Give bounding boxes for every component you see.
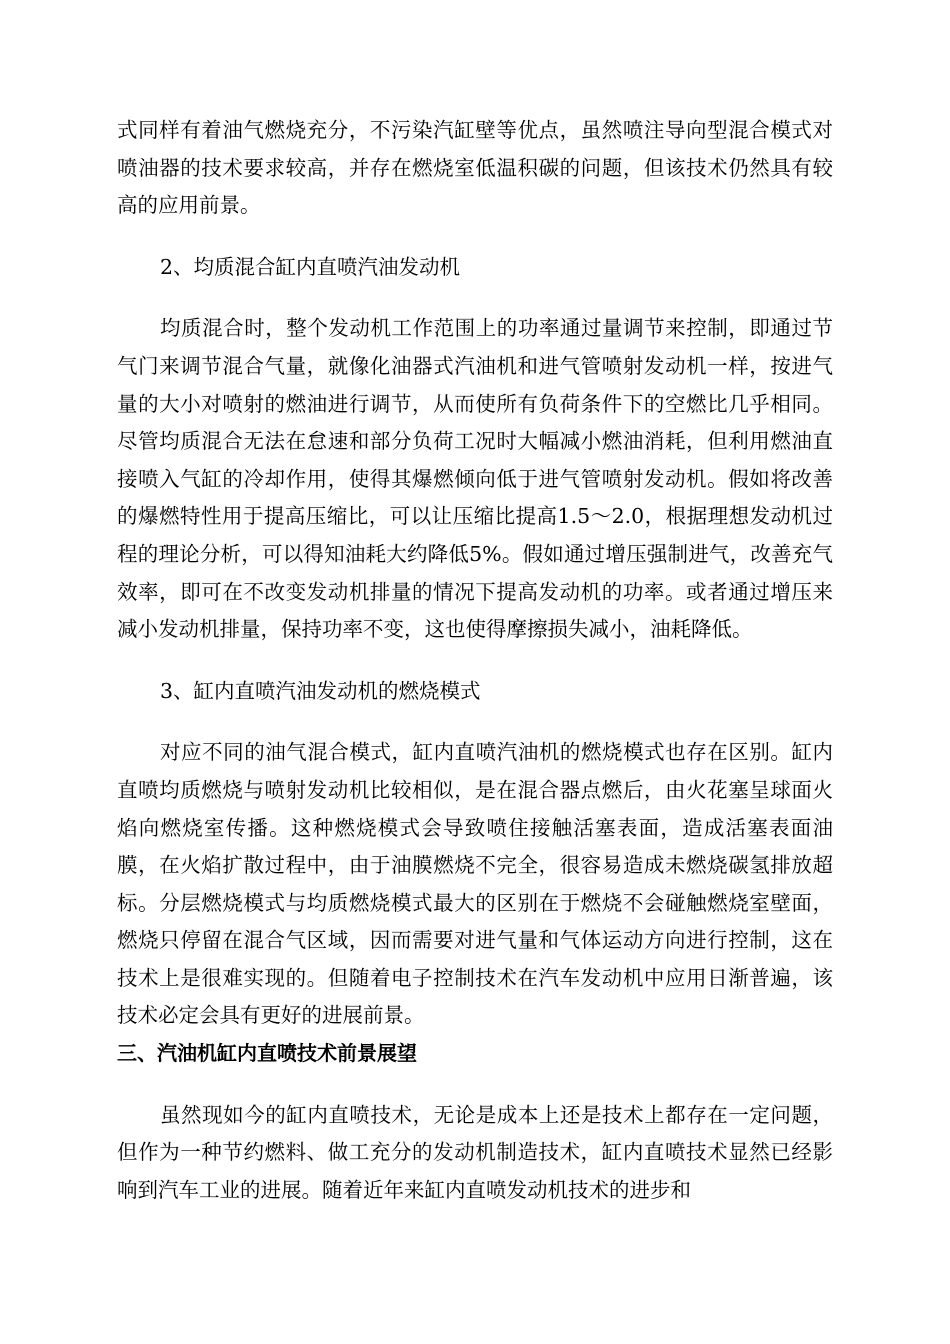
document-page — [117, 112, 833, 1209]
subsection-3-paragraph: 对应不同的油气混合模式，缸内直喷汽油机的燃烧模式也存在区别。缸内直喷均质燃烧与喷射发动机比较相似，是在混合器点燃后，由火花塞呈球面火焰向燃烧室传播。这种燃烧模式会导致喷住接触活塞表面，造成活塞表面油膜，在火焰扩散过程中，由于油膜燃烧不完全，很容易造成未燃烧碳氢排放超标。分层燃烧模式与均质燃烧模式最大的区别在于燃烧不会碰触燃烧室壁面，燃烧只停留在混合气区域，因而需要对进气量和气体运动方向进行控制，这在技术上是很难实现的。但随着电子控制技术在汽车发动机中应用日渐普遍，该技术必定会具有更好的进展前景。 — [117, 740, 833, 1028]
section-3-heading: 三、汽油机缸内直喷技术前景展望 — [117, 1041, 417, 1066]
subsection-2-paragraph: 均质混合时，整个发动机工作范围上的功率通过量调节来控制，即通过节气门来调节混合气量，就像化油器式汽油机和进气管喷射发动机一样，按进气量的大小对喷射的燃油进行调节，从而使所有负荷条件下的空燃比几乎相同。尽管均质混合无法在怠速和部分负荷工况时大幅减小燃油消耗，但利用燃油直接喷入气缸的冷却作用，使得其爆燃倾向低于进气管喷射发动机。假如将改善的爆燃特性用于提高压缩比，可以让压缩比提高1.5～2.0，根据理想发动机过程的理论分析，可以得知油耗大约降低5%。假如通过增压强制进气，改善充气效率，即可在不改变发动机排量的情况下提高发动机的功率。或者通过增压来减小发动机排量，保持功率不变，这也使得摩擦损失减小，油耗降低。 — [117, 316, 833, 642]
subsection-2-title: 2、均质混合缸内直喷汽油发动机 — [160, 254, 461, 279]
section-3-paragraph: 虽然现如今的缸内直喷技术，无论是成本上还是技术上都存在一定问题，但作为一种节约燃料、做工充分的发动机制造技术，缸内直喷技术显然已经影响到汽车工业的进展。随着近年来缸内直喷发动机技术的进步和 — [117, 1102, 833, 1202]
intro-paragraph: 式同样有着油气燃烧充分，不污染汽缸壁等优点，虽然喷注导向型混合模式对喷油器的技术要求较高，并存在燃烧室低温积碳的问题，但该技术仍然具有较高的应用前景。 — [117, 118, 833, 218]
subsection-3-title: 3、缸内直喷汽油发动机的燃烧模式 — [160, 678, 481, 703]
